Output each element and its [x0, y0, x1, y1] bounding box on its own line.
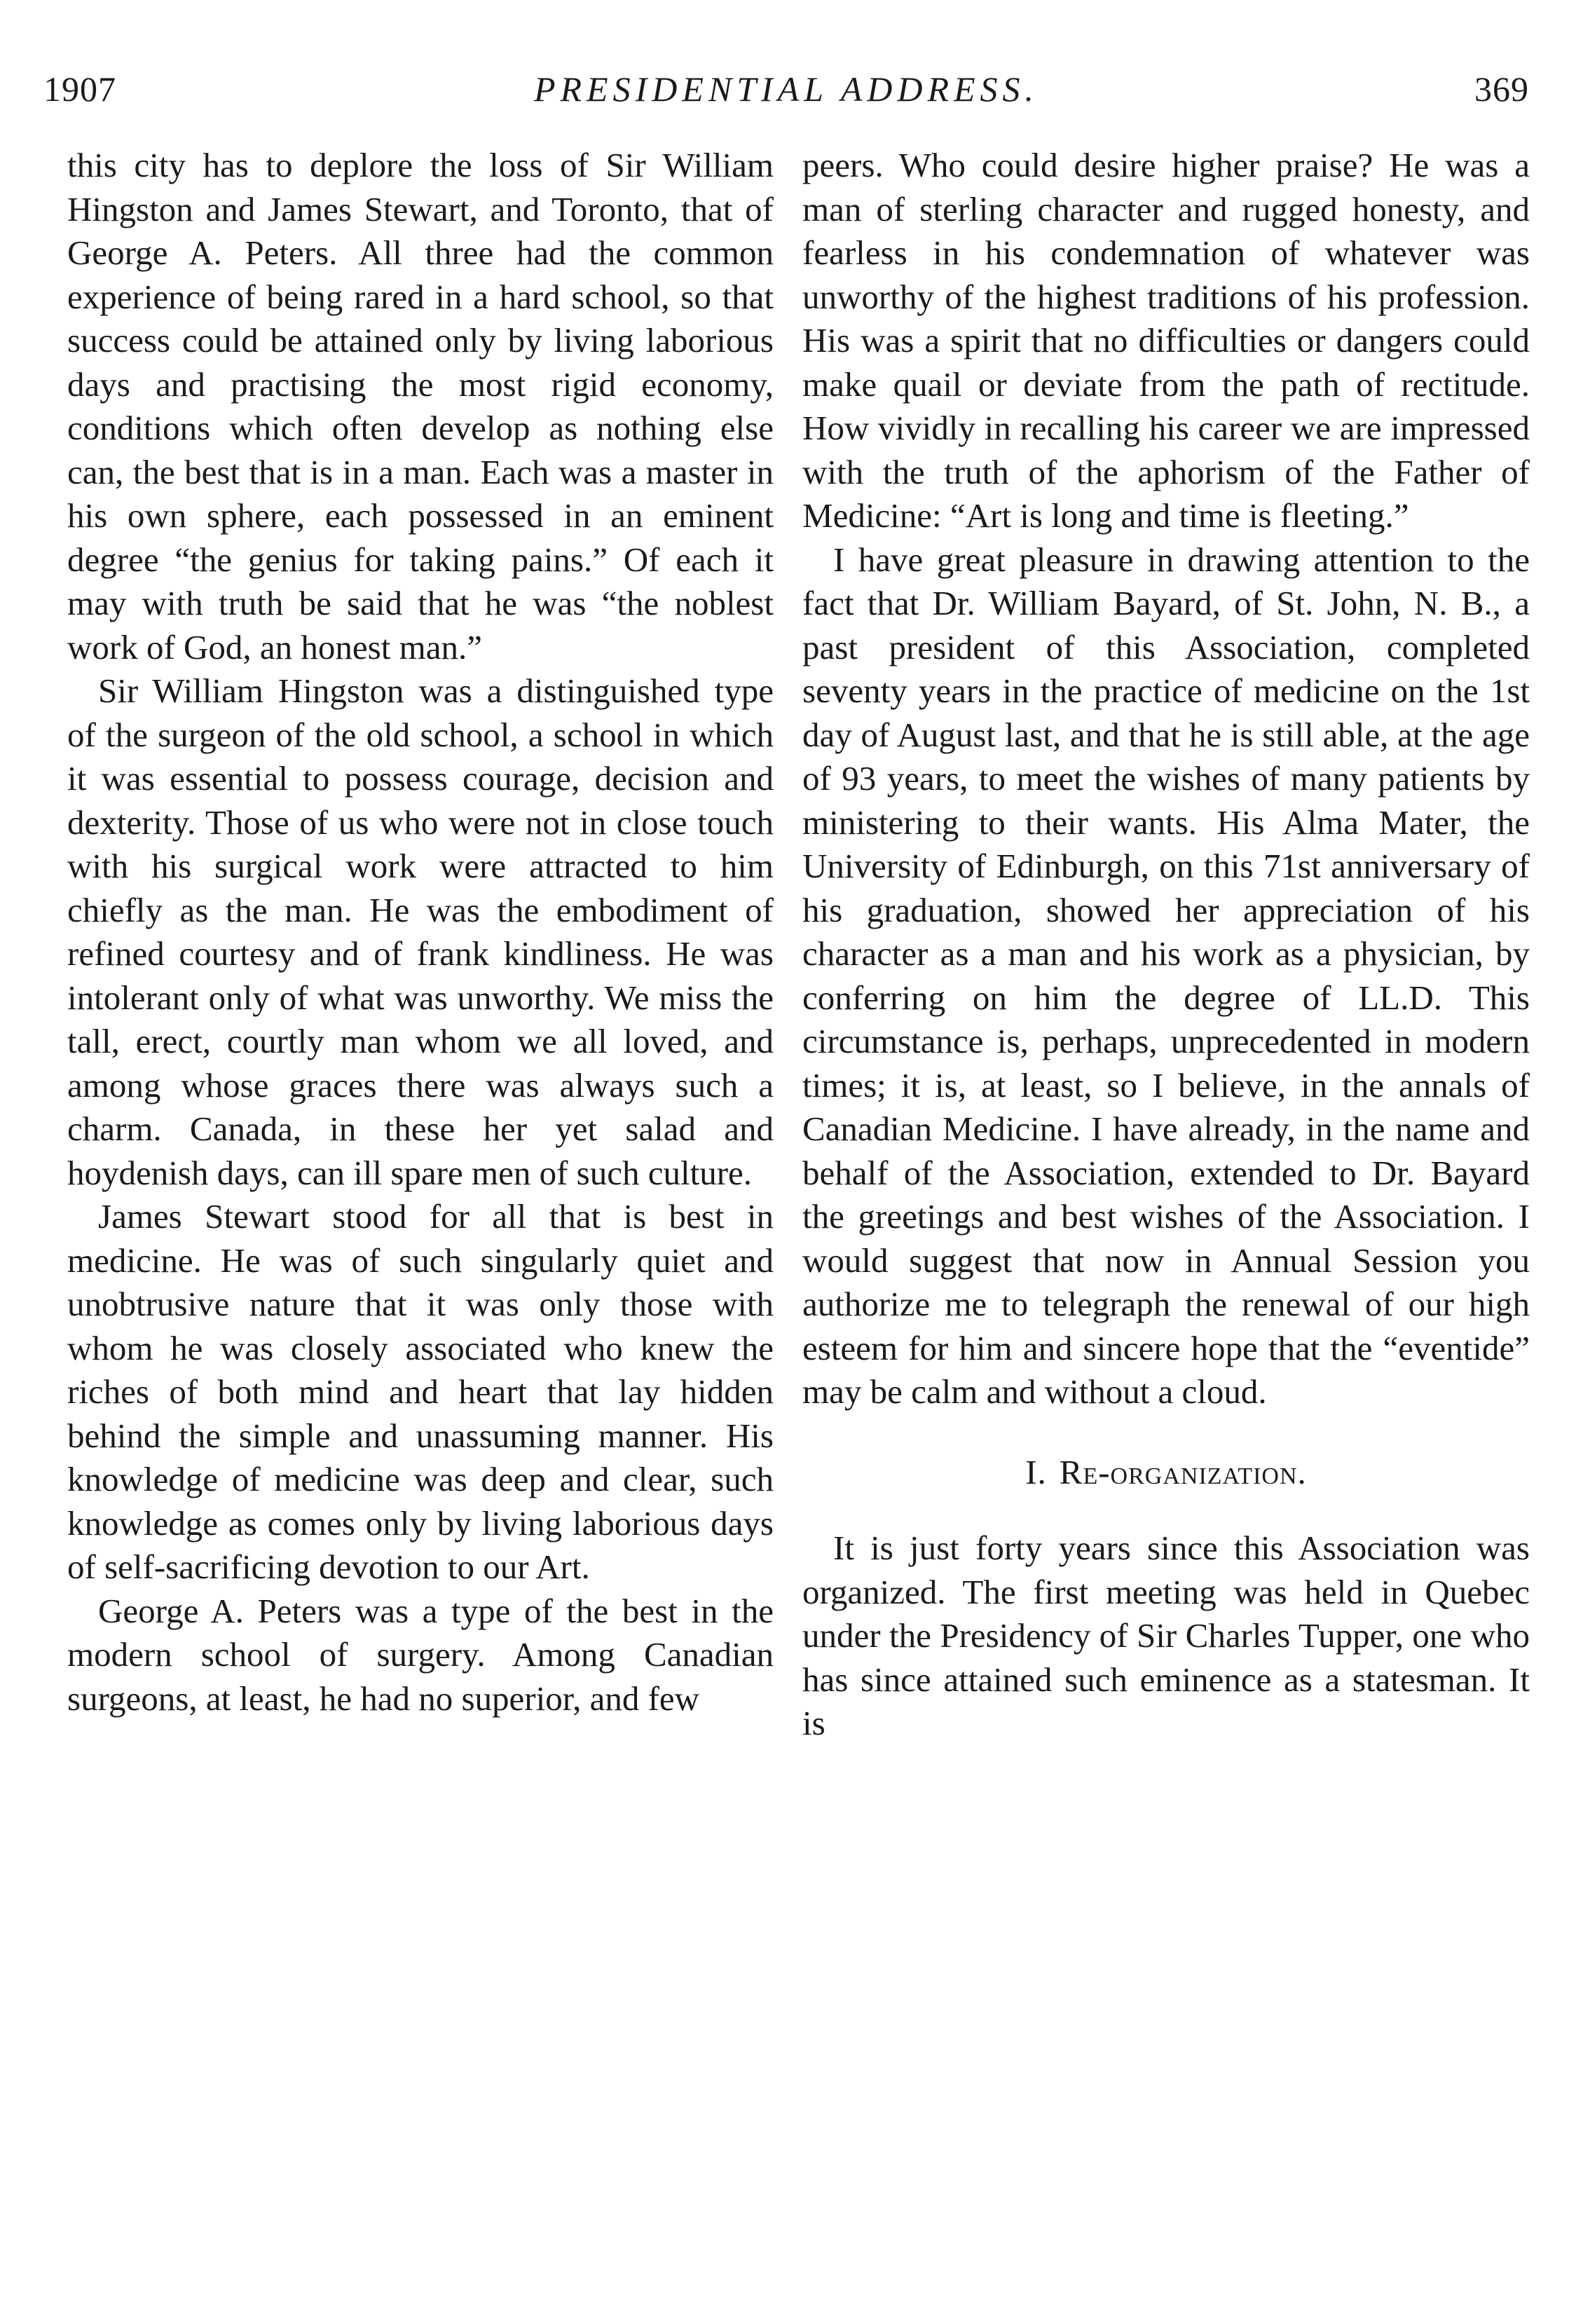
- left-column: [67, 144, 774, 1721]
- running-header: [43, 64, 1529, 114]
- paragraph: this city has to deplore the loss of Sir William Hingston and James Stewart, and Toronto, that of George A. Peters. All three had the common experience of being rared in a hard school, so that success could be attained only by living laborious days and practising the most rigid economy, conditions which often develop as nothing else can, the best that is in a man. Each was a master in his own sphere, each possessed in an eminent degree “the genius for taking pains.” Of each it may with truth be said that he was “the noblest work of God, an honest man.”: [67, 146, 774, 667]
- paragraph: peers. Who could desire higher praise? He was a man of sterling character and rugged honesty, and fearless in his condemnation of whatever was unworthy of the highest traditions of his profession. His was a spirit that no difficulties or dangers could make quail or deviate from the path of rectitude. How vividly in recalling his career we are impressed with the truth of the aphorism of the Father of Medicine: “Art is long and time is fleeting.”: [802, 146, 1530, 535]
- section-heading: [802, 1451, 1530, 1495]
- paragraph: It is just forty years since this Association was organized. The first meeting was held in Quebec under the Presidency of Sir Charles Tupper, one who has since attained such eminence as a statesman. It is: [802, 1529, 1530, 1742]
- page-number: 369: [1474, 69, 1529, 109]
- paragraph: George A. Peters was a type of the best in the modern school of surgery. Among Canadian surgeons, at least, he had no superior, and few: [67, 1591, 774, 1718]
- section-title: Re-organization.: [1059, 1452, 1307, 1491]
- paragraph: Sir William Hingston was a distinguished type of the surgeon of the old school, a school in which it was essential to possess courage, decision and dexterity. Those of us who were not in close touch with his surgical work were attracted to him chiefly as the man. He was the embodiment of refined courtesy and of frank kindliness. He was intolerant only of what was unworthy. We miss the tall, erect, courtly man whom we all loved, and among whose graces there was always such a charm. Canada, in these her yet salad and hoydenish days, can ill spare men of such culture.: [67, 671, 774, 1192]
- right-column: [802, 144, 1530, 1746]
- paragraph: James Stewart stood for all that is best in medicine. He was of such singularly quiet and unobtrusive nature that it was only those with whom he was closely associated who knew the riches of both mind and heart that lay hidden behind the simple and unassuming manner. His knowledge of medicine was deep and clear, such knowledge as comes only by living laborious days of self-sacrificing devotion to our Art.: [67, 1197, 774, 1586]
- header-year: 1907: [43, 69, 116, 109]
- section-number: I.: [1025, 1452, 1047, 1491]
- header-title: PRESIDENTIAL ADDRESS.: [533, 69, 1039, 109]
- paragraph: I have great pleasure in drawing attention to the fact that Dr. William Bayard, of St. John, N. B., a past president of this Association, completed seventy years in the practice of medicine on the 1st day of August last, and that he is still able, at the age of 93 years, to meet the wishes of many patients by ministering to their wants. His Alma Mater, the University of Edinburgh, on this 71st anniversary of his graduation, showed her appreciation of his character as a man and his work as a physician, by conferring on him the degree of LL.D. This circumstance is, perhaps, unprecedented in modern times; it is, at least, so I believe, in the annals of Canadian Medicine. I have already, in the name and behalf of the Association, extended to Dr. Bayard the greetings and best wishes of the Association. I would suggest that now in Annual Session you authorize me to telegraph the renewal of our high esteem for him and sincere hope that the “eventide” may be calm and without a cloud.: [802, 540, 1530, 1411]
